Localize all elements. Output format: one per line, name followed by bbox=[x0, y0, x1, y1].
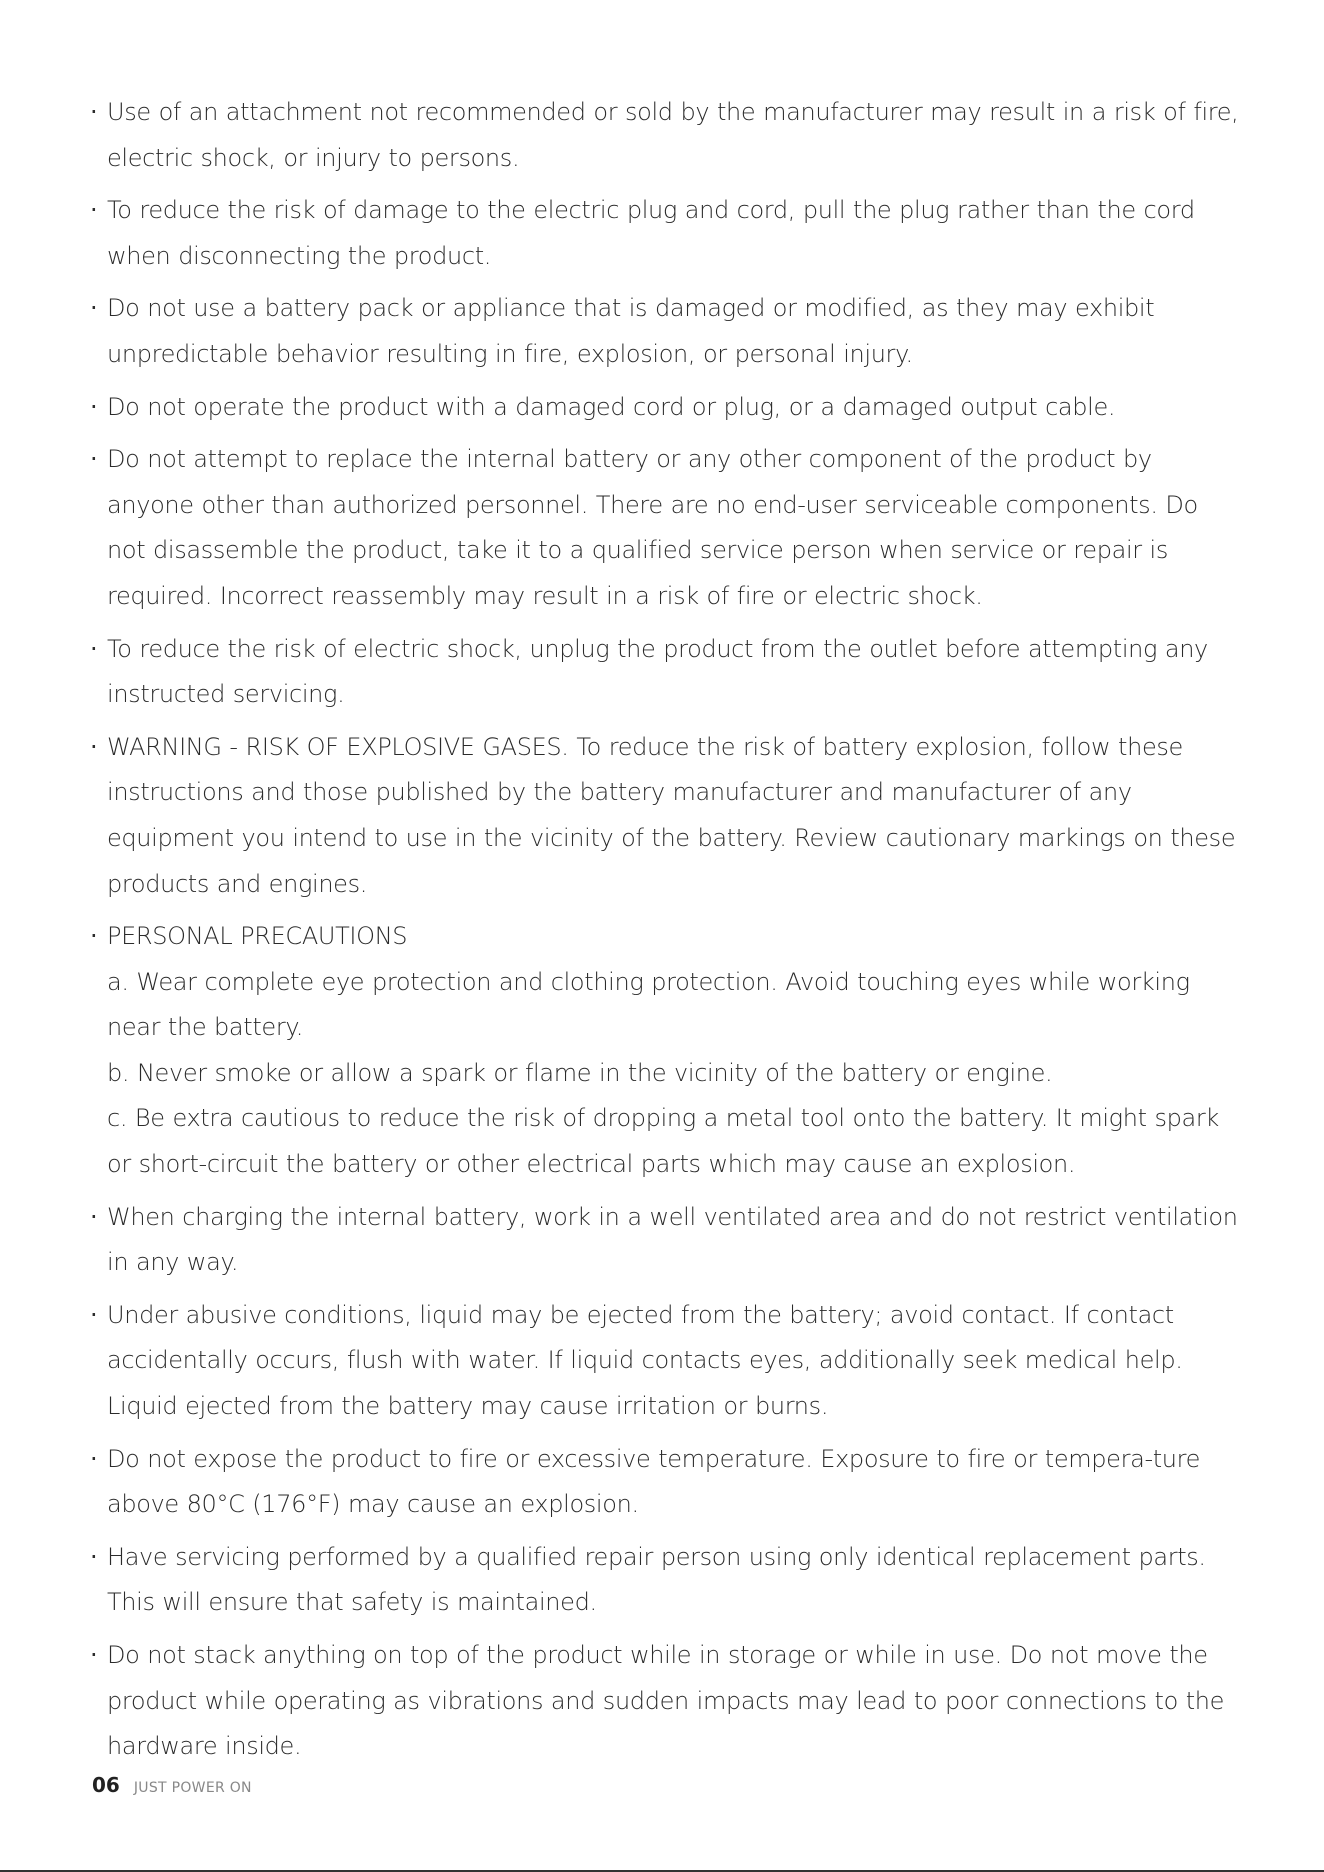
list-item-text: Do not stack anything on top of the product while in storage or while in use. Do not move the product while operating as vibrations and sudden impacts may lead to poor connections to the hardware inside. bbox=[107, 1641, 1225, 1761]
safety-instructions-list bbox=[90, 90, 1240, 1777]
list-item-text: Do not operate the product with a damaged cord or plug, or a damaged output cable. bbox=[107, 392, 1116, 421]
bullet-marker: · bbox=[90, 1202, 98, 1231]
list-item bbox=[90, 188, 1240, 279]
list-item-text: WARNING - RISK OF EXPLOSIVE GASES. To reduce the risk of battery explosion, follow these instructions and those published by the battery manufacturer and manufacturer of any equipment you intend to use in the vicinity of the battery. Review cautionary markings on these products and engines. bbox=[107, 732, 1236, 898]
sub-item-a: a. Wear complete eye protection and clothing protection. Avoid touching eyes while working near the battery. bbox=[107, 967, 1190, 1042]
list-item bbox=[90, 286, 1240, 377]
list-item bbox=[90, 1195, 1240, 1286]
list-item bbox=[90, 1293, 1240, 1430]
bullet-marker: · bbox=[90, 196, 98, 225]
bullet-marker: · bbox=[90, 634, 98, 663]
bullet-marker: · bbox=[90, 392, 98, 421]
bullet-marker: · bbox=[90, 1542, 98, 1571]
section-heading: PERSONAL PRECAUTIONS bbox=[107, 922, 408, 951]
bullet-marker: · bbox=[90, 294, 98, 323]
bullet-marker: · bbox=[90, 98, 98, 126]
list-item-text: Have servicing performed by a qualified repair person using only identical replacement parts. This will ensure that safety is maintained. bbox=[107, 1542, 1206, 1617]
bullet-marker: · bbox=[90, 1444, 98, 1473]
bullet-marker: · bbox=[90, 445, 98, 474]
list-item-text: To reduce the risk of damage to the electric plug and cord, pull the plug rather than the cord when disconnecting the product. bbox=[107, 196, 1195, 270]
list-item-text: Use of an attachment not recommended or sold by the manufacturer may result in a risk of fire, electric shock, or injury to persons. bbox=[107, 98, 1239, 172]
list-item-personal-precautions bbox=[90, 914, 1240, 1188]
bullet-marker: · bbox=[90, 1300, 98, 1329]
page-number: 06 bbox=[92, 1773, 120, 1797]
list-item-text: To reduce the risk of electric shock, unplug the product from the outlet before attempting any instructed servicing. bbox=[107, 634, 1208, 709]
sub-item-c: c. Be extra cautious to reduce the risk of dropping a metal tool onto the battery. It might spark or short-circuit the battery or other electrical parts which may cause an explosion. bbox=[107, 1104, 1219, 1179]
sub-item-b: b. Never smoke or allow a spark or flame in the vicinity of the battery or engine. bbox=[107, 1058, 1053, 1087]
list-item bbox=[90, 627, 1240, 718]
list-item-text: Do not attempt to replace the internal battery or any other component of the product by anyone other than authorized personnel. There are no end-user serviceable components. Do not disassemble the product, take it to a qualified service person when service or repair is required. Incorrect reassembly may result in a risk of fire or electric shock. bbox=[107, 445, 1198, 610]
list-item bbox=[90, 1633, 1240, 1770]
list-item bbox=[90, 385, 1240, 431]
list-item-text: Under abusive conditions, liquid may be ejected from the battery; avoid contact. If contact accidentally occurs, flush with water. If liquid contacts eyes, additionally seek medical help. Liquid ejected from the battery may cause irritation or burns. bbox=[107, 1300, 1183, 1421]
page-footer bbox=[92, 1773, 252, 1797]
bullet-marker: · bbox=[90, 732, 98, 761]
bullet-marker: · bbox=[90, 1641, 98, 1669]
list-item bbox=[90, 90, 1240, 181]
list-item bbox=[90, 1437, 1240, 1528]
list-item-text: When charging the internal battery, work in a well ventilated area and do not restrict ventilation in any way. bbox=[107, 1202, 1238, 1277]
bullet-marker: · bbox=[90, 922, 98, 951]
list-item-text: Do not use a battery pack or appliance that is damaged or modified, as they may exhibit unpredictable behavior resulting in fire, explosion, or personal injury. bbox=[107, 294, 1155, 368]
footer-brand: JUST POWER ON bbox=[133, 1780, 252, 1796]
list-item bbox=[90, 1535, 1240, 1626]
list-item bbox=[90, 725, 1240, 907]
list-item bbox=[90, 437, 1240, 619]
list-item-text: Do not expose the product to fire or excessive temperature. Exposure to fire or tempera-ture above 80°C (176°F) may cause an explosion. bbox=[107, 1444, 1201, 1519]
